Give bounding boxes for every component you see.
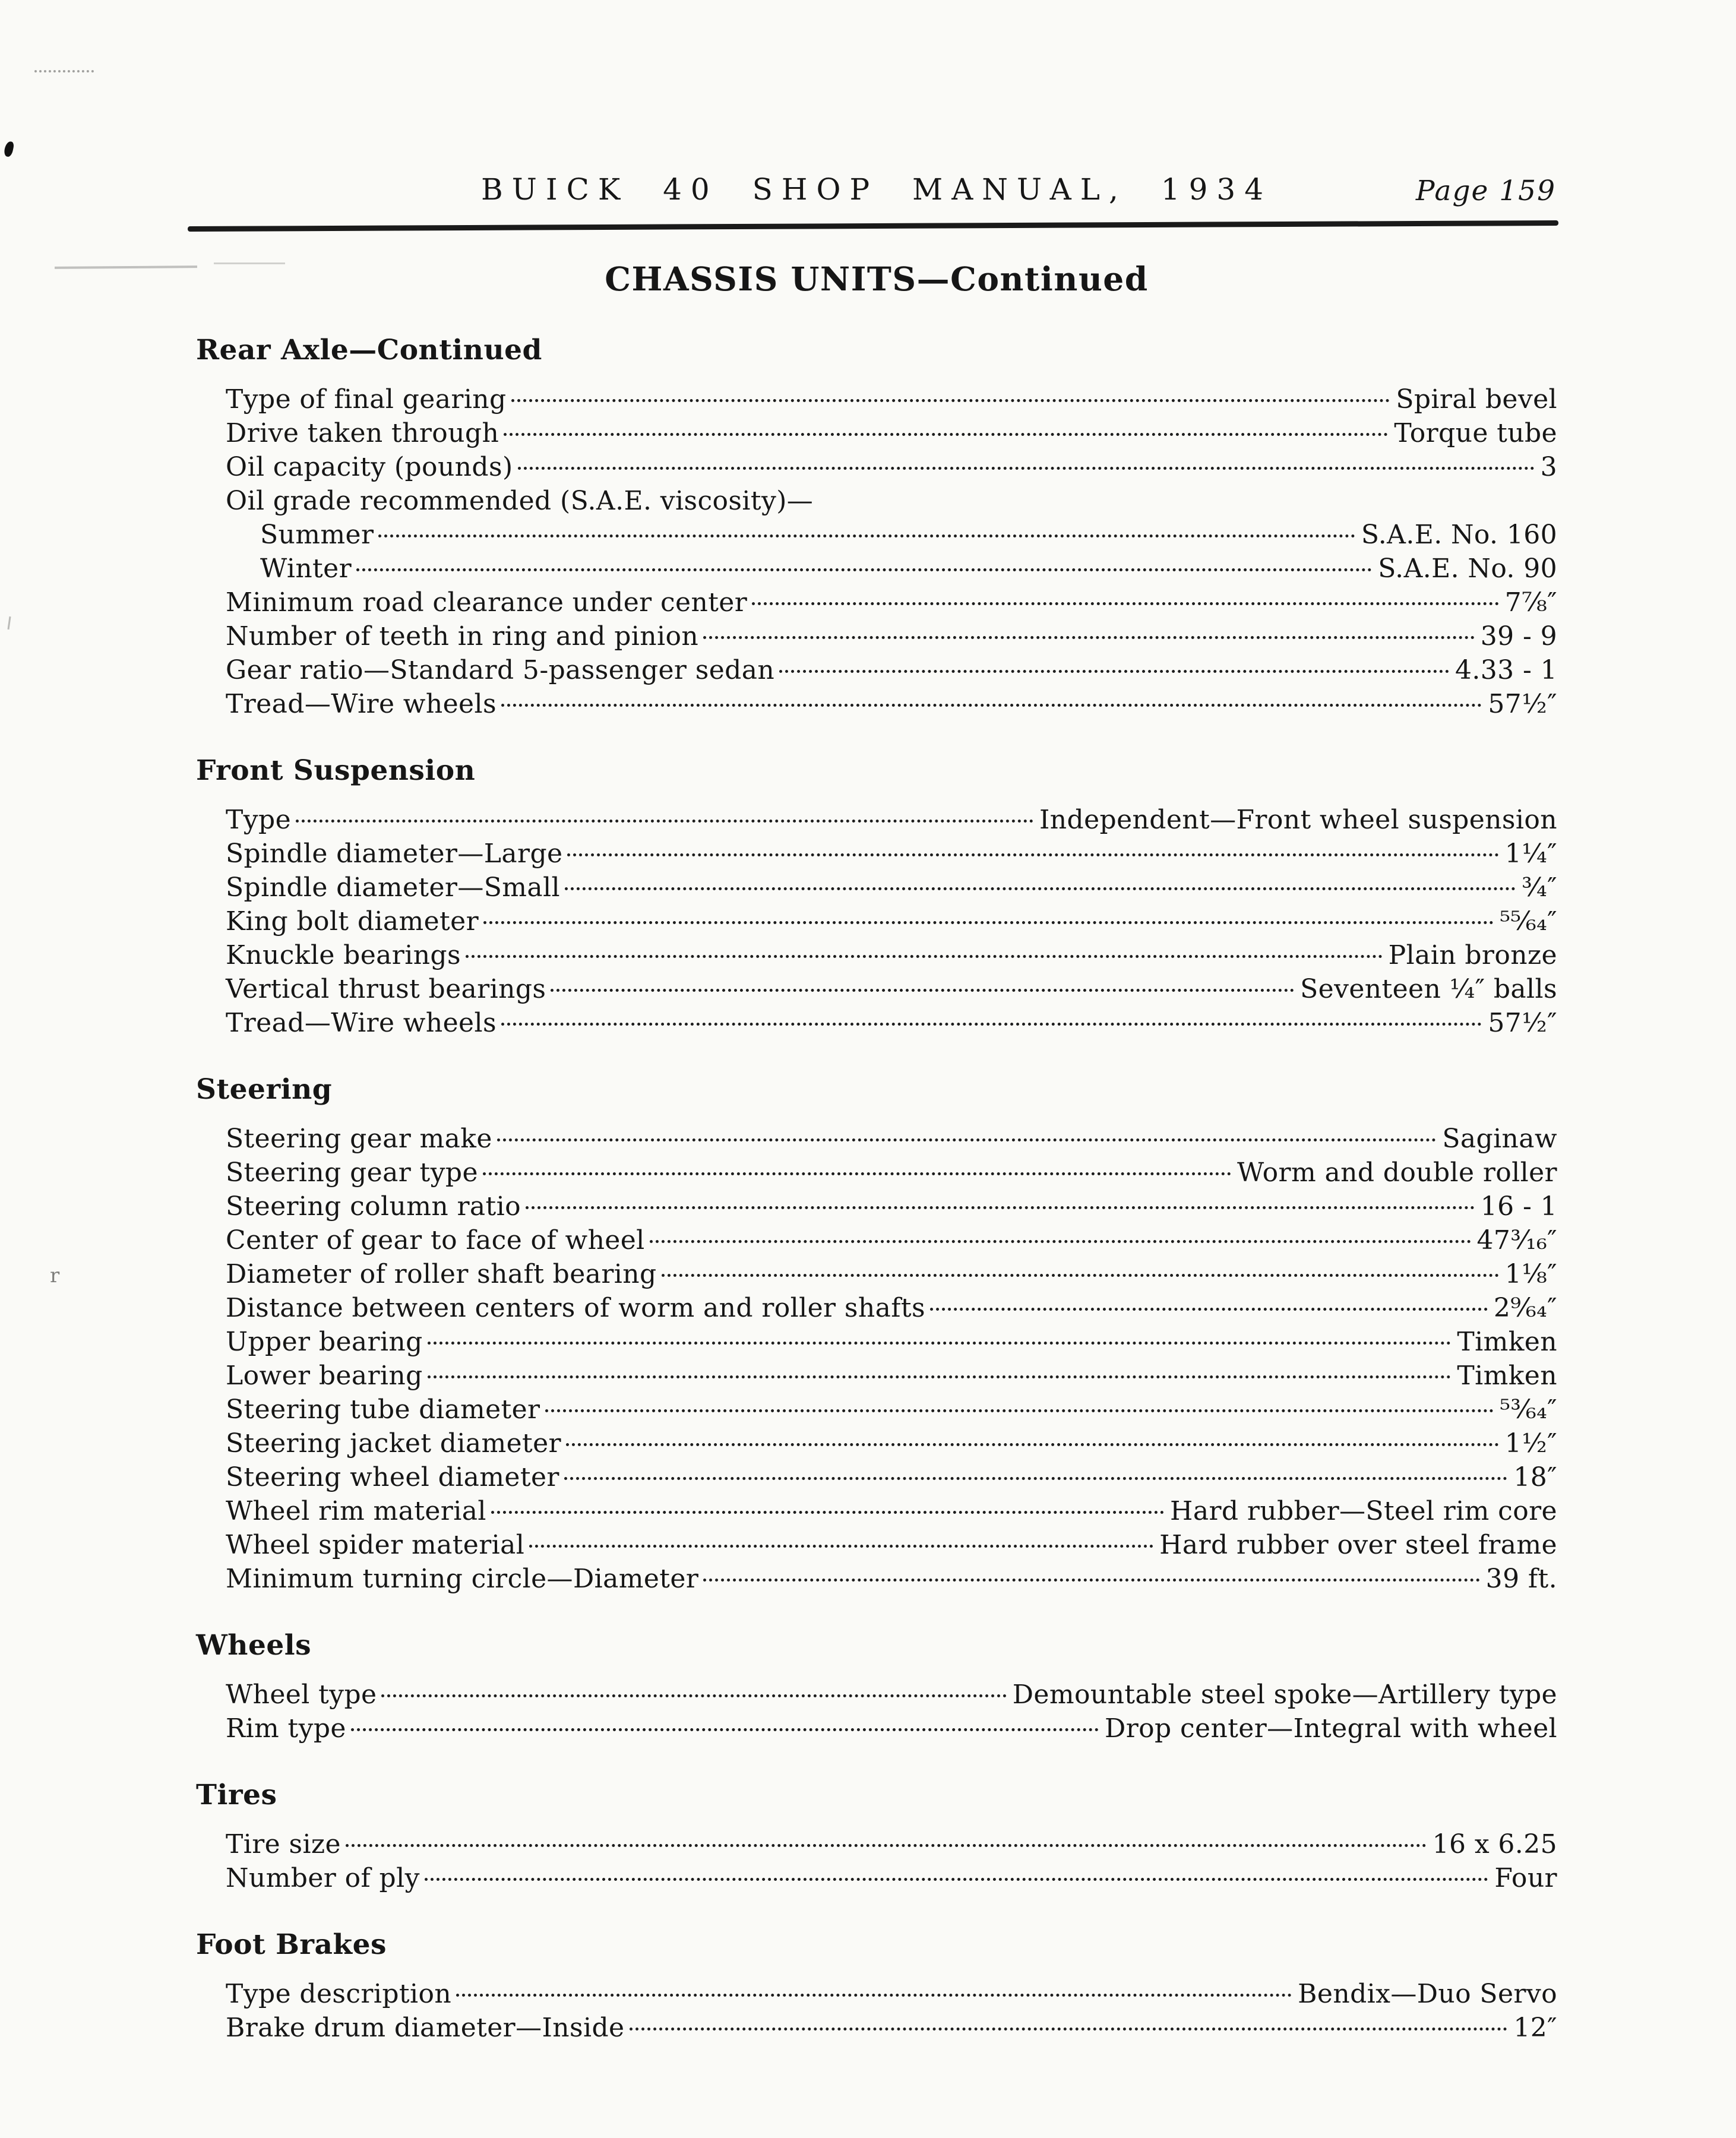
spec-label: Upper bearing	[226, 1327, 423, 1357]
spec-value: Timken	[1457, 1327, 1557, 1357]
header-rule	[188, 220, 1558, 232]
spec-value: 16 - 1	[1480, 1191, 1557, 1222]
spec-value: Demountable steel spoke—Artillery type	[1012, 1680, 1557, 1710]
spec-value: ⁵³⁄₆₄″	[1500, 1394, 1557, 1425]
spec-value: Four	[1494, 1863, 1557, 1893]
spec-label: Steering gear type	[226, 1157, 478, 1188]
spec-row	[196, 904, 1557, 938]
dot-leader	[545, 1409, 1494, 1412]
spec-label: Oil grade recommended (S.A.E. viscosity)—	[226, 486, 814, 516]
section	[196, 1927, 1557, 2045]
spec-row	[196, 2011, 1557, 2045]
spec-value: Plain bronze	[1388, 940, 1557, 970]
dot-leader	[752, 602, 1499, 605]
spec-row	[196, 1827, 1557, 1861]
spec-label: Spindle diameter—Small	[226, 872, 561, 903]
dot-leader	[483, 1172, 1231, 1175]
dot-leader	[356, 568, 1372, 571]
dot-leader	[650, 1240, 1471, 1243]
spec-value: Spiral bevel	[1396, 384, 1557, 415]
spec-value: 1¼″	[1504, 839, 1557, 869]
section-items	[196, 1122, 1557, 1596]
spec-value: Independent—Front wheel suspension	[1039, 805, 1557, 835]
section-heading: Foot Brakes	[196, 1928, 387, 1961]
section	[196, 333, 1557, 721]
spec-row	[196, 1528, 1557, 1562]
spec-row	[196, 382, 1557, 416]
spec-value: 3	[1540, 452, 1557, 482]
manual-title: BUICK 40 SHOP MANUAL, 1934	[480, 172, 1273, 207]
spec-label: Wheel type	[226, 1680, 377, 1710]
spec-label: Steering wheel diameter	[226, 1462, 559, 1492]
spec-row	[196, 871, 1557, 904]
dot-leader	[425, 1878, 1489, 1881]
spec-sections	[196, 333, 1557, 2045]
scan-artifact-rule-echo	[55, 265, 197, 269]
dot-leader	[483, 921, 1494, 924]
spec-label: Tread—Wire wheels	[226, 1008, 497, 1038]
spec-label: Center of gear to face of wheel	[226, 1225, 645, 1255]
spec-label: Gear ratio—Standard 5-passenger sedan	[226, 655, 775, 685]
spec-value: 4.33 - 1	[1454, 655, 1557, 685]
spec-row	[196, 653, 1557, 687]
spec-label: Tread—Wire wheels	[226, 689, 497, 719]
spec-value: Hard rubber—Steel rim core	[1170, 1496, 1557, 1526]
section-heading: Steering	[196, 1073, 333, 1106]
spec-label: Wheel rim material	[226, 1496, 486, 1526]
spec-value: 2⁹⁄₆₄″	[1493, 1293, 1557, 1323]
spec-value: 47³⁄₁₆″	[1476, 1225, 1557, 1255]
spec-label: Steering jacket diameter	[226, 1428, 561, 1459]
dot-leader	[501, 704, 1482, 707]
spec-value: 7⅞″	[1504, 587, 1557, 618]
scan-artifact-stray-glyph: r	[50, 1264, 60, 1288]
spec-row	[196, 1257, 1557, 1291]
spec-row	[196, 687, 1557, 721]
spec-label: Minimum turning circle—Diameter	[226, 1564, 699, 1594]
section	[196, 1778, 1557, 1895]
dot-leader	[567, 853, 1498, 856]
spec-row	[196, 416, 1557, 450]
spec-label: Type description	[226, 1979, 452, 2009]
section-items	[196, 1827, 1557, 1895]
dot-leader	[630, 2028, 1508, 2031]
spec-label: Knuckle bearings	[226, 940, 461, 970]
spec-label: Drive taken through	[226, 418, 499, 448]
dot-leader	[930, 1308, 1488, 1311]
spec-value: ⁵⁵⁄₆₄″	[1500, 906, 1557, 937]
section-heading: Rear Axle—Continued	[196, 334, 542, 366]
section	[196, 753, 1557, 1040]
spec-value: Drop center—Integral with wheel	[1105, 1713, 1557, 1744]
spec-label: Winter	[260, 554, 352, 584]
spec-label: Spindle diameter—Large	[226, 839, 563, 869]
document-title: CHASSIS UNITS—Continued	[605, 260, 1149, 298]
spec-row	[196, 484, 1557, 518]
spec-row	[196, 1977, 1557, 2011]
dot-leader	[518, 467, 1535, 470]
spec-row	[196, 1678, 1557, 1712]
dot-leader	[566, 1443, 1499, 1446]
scan-artifact-dotted-mark	[34, 70, 94, 72]
spec-value: ¾″	[1522, 872, 1557, 903]
spec-row	[196, 1156, 1557, 1190]
spec-row	[196, 1562, 1557, 1596]
spec-label: Steering tube diameter	[226, 1394, 540, 1425]
spec-label: Vertical thrust bearings	[226, 974, 546, 1004]
spec-value: 1½″	[1504, 1428, 1557, 1459]
spec-row	[196, 619, 1557, 653]
spec-label: Brake drum diameter—Inside	[226, 2013, 625, 2043]
spec-label: Lower bearing	[226, 1361, 423, 1391]
section	[196, 1072, 1557, 1596]
spec-value: 39 - 9	[1480, 621, 1557, 651]
dot-leader	[346, 1844, 1427, 1847]
spec-row	[196, 552, 1557, 586]
dot-leader	[504, 433, 1388, 436]
spec-value: Timken	[1457, 1361, 1557, 1391]
spec-value: Hard rubber over steel frame	[1159, 1530, 1557, 1560]
dot-leader	[662, 1274, 1499, 1277]
spec-value: 1⅛″	[1504, 1259, 1557, 1289]
spec-label: Rim type	[226, 1713, 346, 1744]
spec-row	[196, 450, 1557, 484]
spec-label: Number of ply	[226, 1863, 420, 1893]
dot-leader	[466, 955, 1383, 958]
dot-leader	[296, 820, 1033, 823]
dot-leader	[501, 1023, 1482, 1026]
spec-value: 57½″	[1488, 689, 1557, 719]
spec-row	[196, 1006, 1557, 1040]
section-items	[196, 803, 1557, 1040]
spec-value: Bendix—Duo Servo	[1298, 1979, 1557, 2009]
dot-leader	[381, 1694, 1006, 1697]
spec-value: Saginaw	[1442, 1124, 1557, 1154]
spec-label: Tire size	[226, 1829, 341, 1859]
spec-value: 16 x 6.25	[1432, 1829, 1557, 1859]
dot-leader	[526, 1206, 1475, 1209]
spec-label: Type	[226, 805, 292, 835]
spec-label: Wheel spider material	[226, 1530, 525, 1560]
spec-value: 12″	[1513, 2013, 1557, 2043]
spec-value: Torque tube	[1394, 418, 1557, 448]
dot-leader	[703, 1579, 1479, 1582]
spec-label: Summer	[260, 520, 374, 550]
spec-row	[196, 1861, 1557, 1895]
spec-label: Type of final gearing	[226, 384, 507, 415]
spec-row	[196, 1291, 1557, 1325]
section-heading: Tires	[196, 1779, 277, 1811]
dot-leader	[428, 1375, 1452, 1378]
scan-artifact-blob	[3, 141, 14, 157]
dot-leader	[497, 1138, 1437, 1141]
spec-value: S.A.E. No. 90	[1378, 554, 1557, 584]
section-heading: Front Suspension	[196, 754, 476, 787]
spec-value: Worm and double roller	[1237, 1157, 1557, 1188]
dot-leader	[551, 989, 1294, 992]
dot-leader	[491, 1511, 1164, 1514]
spec-row	[196, 1460, 1557, 1494]
spec-label: Distance between centers of worm and roller shafts	[226, 1293, 925, 1323]
spec-value: 57½″	[1488, 1008, 1557, 1038]
dot-leader	[779, 670, 1449, 673]
spec-label: Steering column ratio	[226, 1191, 521, 1222]
spec-row	[196, 1494, 1557, 1528]
dot-leader	[456, 1994, 1292, 1997]
spec-label: Oil capacity (pounds)	[226, 452, 513, 482]
section-heading: Wheels	[196, 1629, 312, 1662]
dot-leader	[428, 1342, 1452, 1345]
dot-leader	[511, 399, 1390, 402]
spec-row	[196, 1325, 1557, 1359]
section	[196, 1628, 1557, 1745]
spec-label: Diameter of roller shaft bearing	[226, 1259, 657, 1289]
spec-value: 39 ft.	[1485, 1564, 1557, 1594]
spec-row	[196, 1712, 1557, 1745]
spec-row	[196, 586, 1557, 619]
section-items	[196, 1977, 1557, 2045]
scan-artifact-tick	[7, 616, 11, 630]
spec-row	[196, 1359, 1557, 1393]
spec-label: Steering gear make	[226, 1124, 492, 1154]
dot-leader	[529, 1545, 1153, 1548]
spec-row	[196, 803, 1557, 837]
spec-row	[196, 1427, 1557, 1460]
spec-row	[196, 1122, 1557, 1156]
dot-leader	[565, 887, 1516, 890]
dot-leader	[351, 1728, 1099, 1731]
spec-row	[196, 518, 1557, 552]
dot-leader	[703, 636, 1475, 639]
spec-row	[196, 938, 1557, 972]
spec-row	[196, 1393, 1557, 1427]
spec-value: S.A.E. No. 160	[1361, 520, 1557, 550]
spec-value: Seventeen ¼″ balls	[1300, 974, 1557, 1004]
spec-label: King bolt diameter	[226, 906, 479, 937]
spec-label: Minimum road clearance under center	[226, 587, 748, 618]
section-items	[196, 382, 1557, 721]
spec-row	[196, 1190, 1557, 1223]
page-header	[196, 172, 1557, 209]
page-content	[196, 0, 1557, 2045]
dot-leader	[564, 1477, 1508, 1480]
page-number: Page 159	[1415, 175, 1556, 207]
section-items	[196, 1678, 1557, 1745]
spec-row	[196, 972, 1557, 1006]
spec-value: 18″	[1513, 1462, 1557, 1492]
dot-leader	[378, 534, 1355, 537]
spec-row	[196, 1223, 1557, 1257]
spec-label: Number of teeth in ring and pinion	[226, 621, 699, 651]
spec-row	[196, 837, 1557, 871]
